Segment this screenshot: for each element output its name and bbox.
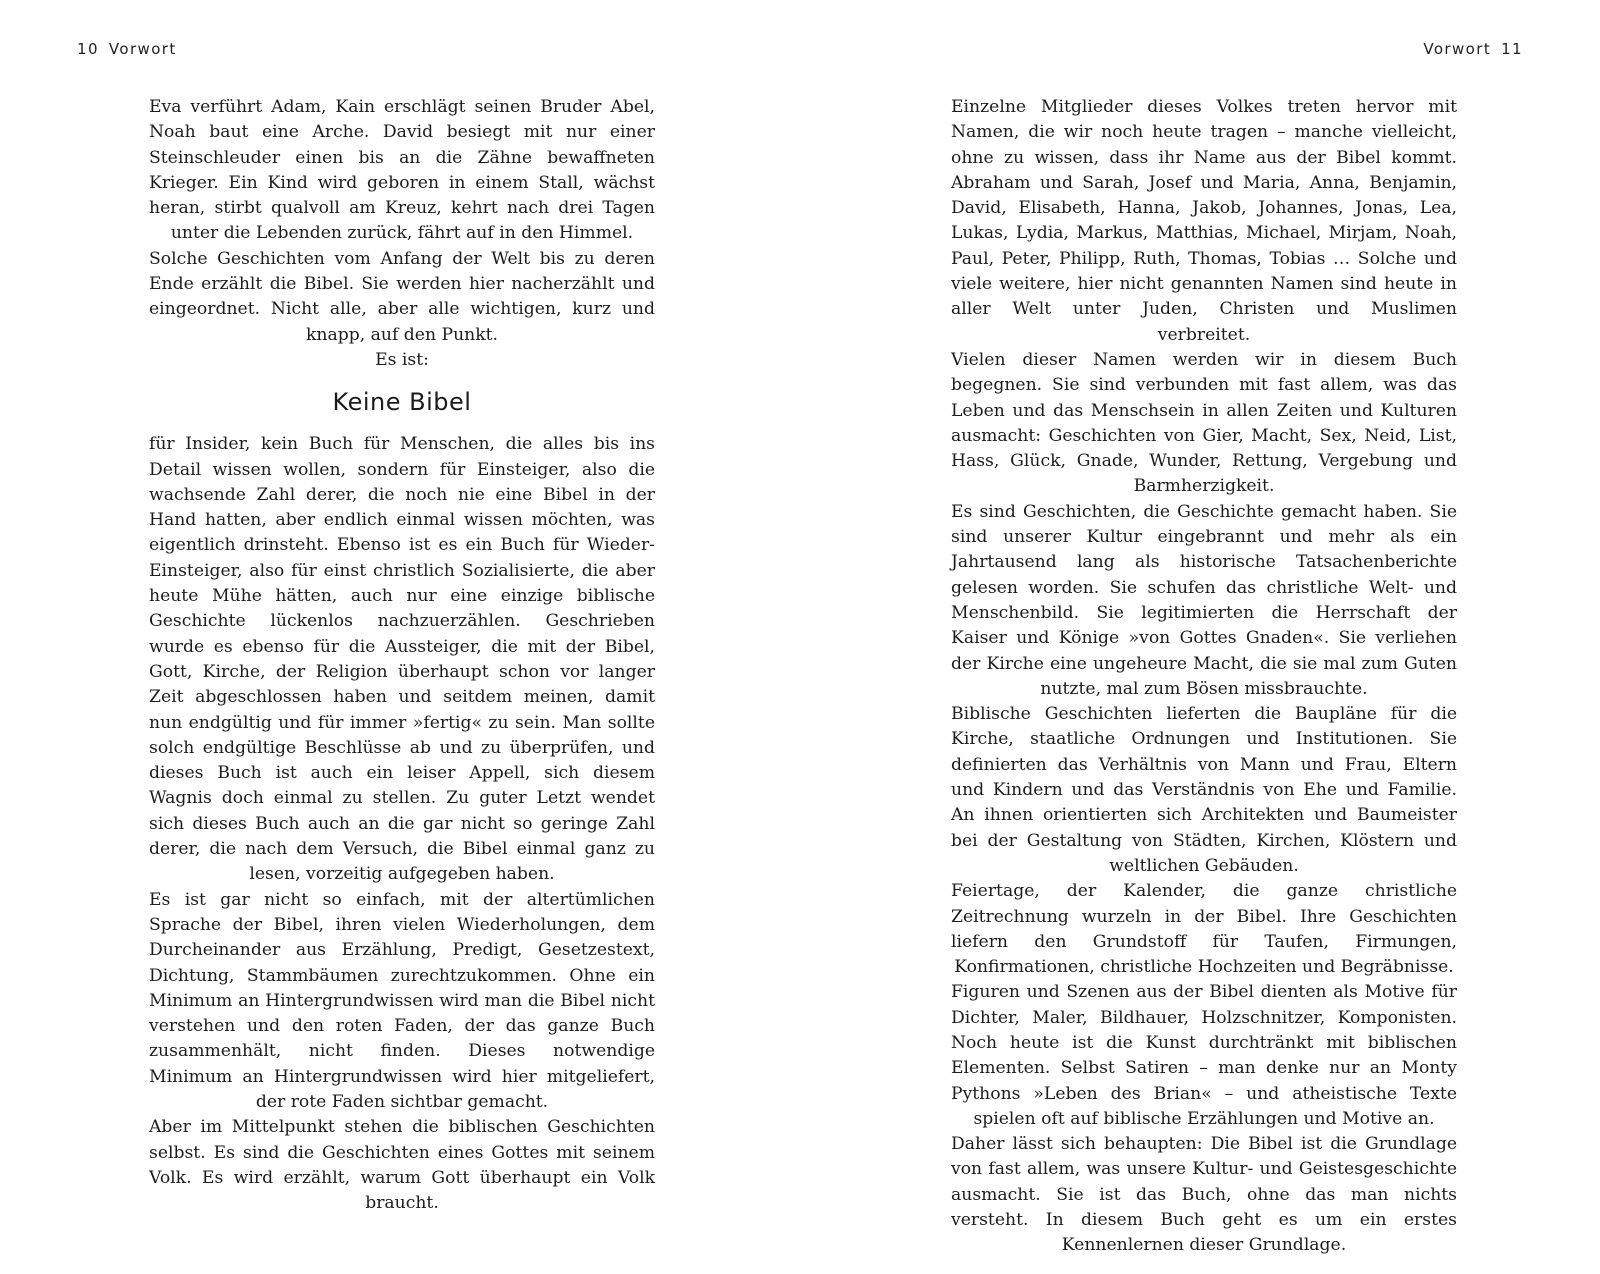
right-running-head-title: Vorwort — [1423, 40, 1492, 58]
paragraph: Daher lässt sich behaupten: Die Bibel ist die Grundlage von fast allem, was unsere Kultur- und Geistesgeschichte ausmacht. Sie ist das Buch, ohne das man nichts versteht. In diesem Buch geht es um ein erstes Kennenlernen dieser Grundlage. — [951, 1134, 1457, 1256]
paragraph: Vielen dieser Namen werden wir in diesem Buch begegnen. Sie sind verbunden mit fast allem, was das Leben und das Menschsein in allen Zeiten und Kulturen ausmacht: Geschichten von Gier, Macht, Sex, Neid, List, Hass, Glück, Gnade, Wunder, Rettung, Vergebung und Barmherzigkeit. — [951, 349, 1457, 497]
left-running-head-title: Vorwort — [108, 40, 177, 58]
section-heading: Keine Bibel — [332, 388, 472, 417]
paragraph: Solche Geschichten vom Anfang der Welt bis zu deren Ende erzählt die Bibel. Sie werden hier nacherzählt und eingeordnet. Nicht alle, aber alle wichtigen, kurz und knapp, auf den Punkt. — [149, 248, 655, 345]
paragraph: Es ist: — [375, 349, 429, 370]
left-text-block — [149, 95, 655, 1216]
paragraph: für Insider, kein Buch für Menschen, die alles bis ins Detail wissen wollen, sondern für Einsteiger, also die wachsende Zahl derer, die noch nie eine Bibel in der Hand hatten, aber endlich einmal wissen möchten, was eigentlich drinsteht. Ebenso ist es ein Buch für Wieder-Einsteiger, also für einst christlich Sozialisierte, die aber heute Mühe hätten, auch nur eine einzige biblische Geschichte lückenlos nachzuerzählen. Geschrieben wurde es ebenso für die Aussteiger, die mit der Bibel, Gott, Kirche, der Religion überhaupt schon vor langer Zeit abgeschlossen haben und seitdem meinen, damit nun endgültig und für immer »fertig« zu sein. Man sollte solch endgültige Beschlüsse ab und zu überprüfen, und dieses Buch ist auch ein leiser Appell, sich diesem Wagnis doch einmal zu stellen. Zu guter Letzt wendet sich dieses Buch auch an die gar nicht so geringe Zahl derer, die nach dem Versuch, die Bibel einmal ganz zu lesen, vorzeitig aufgegeben haben. — [149, 434, 655, 885]
paragraph: Es ist gar nicht so einfach, mit der altertümlichen Sprache der Bibel, ihren vielen Wiederholungen, dem Durcheinander aus Erzählung, Predigt, Gesetzestext, Dichtung, Stammbäumen zurechtzukommen. Ohne ein Minimum an Hintergrundwissen wird man die Bibel nicht verstehen und den roten Faden, der das ganze Buch zusammenhält, nicht finden. Dieses notwendige Minimum an Hintergrundwissen wird hier mitgeliefert, der rote Faden sichtbar gemacht. — [149, 889, 655, 1112]
paragraph: Biblische Geschichten lieferten die Baupläne für die Kirche, staatliche Ordnungen und Institutionen. Sie definierten das Verhältnis von Mann und Frau, Eltern und Kindern und das Verständnis von Ehe und Familie. An ihnen orientierten sich Architekten und Baumeister bei der Gestaltung von Städten, Kirchen, Klöstern und weltlichen Gebäuden. — [951, 704, 1457, 876]
paragraph: Aber im Mittelpunkt stehen die biblischen Geschichten selbst. Es sind die Geschichten eines Gottes mit seinem Volk. Es wird erzählt, warum Gott überhaupt ein Volk braucht. — [149, 1117, 655, 1214]
right-running-head — [1423, 40, 1523, 58]
right-text-block — [951, 95, 1457, 1259]
paragraph: Es sind Geschichten, die Geschichte gemacht haben. Sie sind unserer Kultur eingebrannt und mehr als ein Jahrtausend lang als historische Tatsachenberichte gelesen worden. Sie schufen das christliche Welt- und Menschenbild. Sie legitimierten die Herrschaft der Kaiser und Könige »von Gottes Gnaden«. Sie verliehen der Kirche eine ungeheure Macht, die sie mal zum Guten nutzte, mal zum Bösen missbrauchte. — [951, 501, 1457, 699]
paragraph: Eva verführt Adam, Kain erschlägt seinen Bruder Abel, Noah baut eine Arche. David besiegt mit nur einer Steinschleuder einen bis an die Zähne bewaffneten Krieger. Ein Kind wird geboren in einem Stall, wächst heran, stirbt qualvoll am Kreuz, kehrt nach drei Tagen unter die Lebenden zurück, fährt auf in den Himmel. — [149, 97, 655, 244]
right-page-number: 11 — [1501, 40, 1523, 58]
paragraph: Figuren und Szenen aus der Bibel dienten als Motive für Dichter, Maler, Bildhauer, Holzschnitzer, Komponisten. Noch heute ist die Kunst durchtränkt mit biblischen Elementen. Selbst Satiren – man denke nur an Monty Pythons »Leben des Brian« – und atheistische Texte spielen oft auf biblische Erzählungen und Motive an. — [951, 982, 1457, 1129]
paragraph: Feiertage, der Kalender, die ganze christliche Zeitrechnung wurzeln in der Bibel. Ihre Geschichten liefern den Grundstoff für Taufen, Firmungen, Konfirmationen, christliche Hochzeiten und Begräbnisse. — [951, 881, 1457, 978]
paragraph: Einzelne Mitglieder dieses Volkes treten hervor mit Namen, die wir noch heute tragen – manche vielleicht, ohne zu wissen, dass ihr Name aus der Bibel kommt. Abraham und Sarah, Josef und Maria, Anna, Benjamin, David, Elisabeth, Hanna, Jakob, Johannes, Jonas, Lea, Lukas, Lydia, Markus, Matthias, Michael, Mirjam, Noah, Paul, Peter, Philipp, Ruth, Thomas, Tobias … Solche und viele weitere, hier nicht genannten Namen sind heute in aller Welt unter Juden, Christen und Muslimen verbreitet. — [951, 97, 1457, 345]
left-page-number: 10 — [77, 40, 99, 58]
left-running-head — [77, 40, 177, 58]
right-page — [800, 0, 1600, 1274]
